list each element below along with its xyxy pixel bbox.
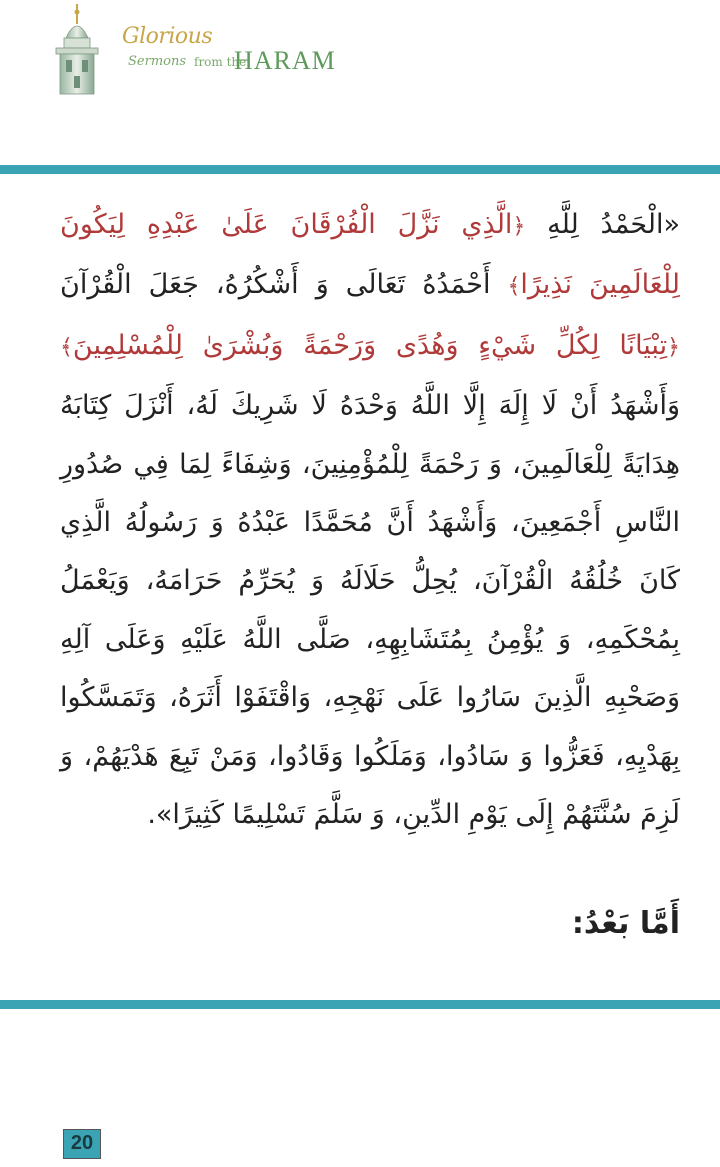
book-title-logo xyxy=(112,24,352,84)
logo-haram: HARAM xyxy=(234,46,336,75)
page-number: 20 xyxy=(63,1129,101,1159)
logo-sermons: Sermons xyxy=(128,54,187,69)
verse-bracket-icon: ﴿ xyxy=(512,214,526,239)
quran-verse: تِبْيَانًا لِكُلِّ شَيْءٍ وَهُدًى وَرَحْمَةً وَبُشْرَىٰ لِلْمُسْلِمِينَ xyxy=(72,329,668,361)
verse-bracket-icon: ﴾ xyxy=(507,274,521,300)
amma-badu-heading: أَمَّا بَعْدُ: xyxy=(571,906,680,941)
sermon-text: وَأَشْهَدُ أَنْ لَا إِلَهَ إِلَّا اللَّهُ وَحْدَهُ لَا شَرِيكَ لَهُ، أَنْزَلَ كِتَابَهُ هِدَايَةً لِلْعَالَمِينَ، وَ رَحْمَةً لِلْمُؤْمِنِينَ، وَشِفَاءً لِمَا فِي صُدُورِ النَّاسِ أَجْمَعِينَ، وَأَشْهَدُ أَنَّ مُحَمَّدًا عَبْدُهُ وَ رَسُولُهُ الَّذِي كَانَ خُلُقُهُ الْقُرْآنَ، يُحِلُّ حَلَالَهُ وَ يُحَرِّمُ حَرَامَهُ، وَيَعْمَلُ بِمُحْكَمِهِ، وَ يُؤْمِنُ بِمُتَشَابِهِهِ، صَلَّى اللَّهُ عَلَيْهِ وَعَلَى آلِهِ وَصَحْبِهِ الَّذِينَ سَارُوا عَلَى نَهْجِهِ، وَاقْتَفَوْا أَثَرَهُ، وَتَمَسَّكُوا بِهَدْيِهِ، فَعَزُّوا وَ سَادُوا، وَمَلَكُوا وَقَادُوا، وَمَنْ تَبِعَ هَدْيَهُمْ، وَ لَزِمَ سُنَّتَهُمْ إِلَى يَوْمِ الدِّينِ، وَ سَلَّمَ تَسْلِيمًا كَثِيرًا». xyxy=(60,390,680,831)
page-header xyxy=(0,0,720,110)
verse-bracket-icon: ﴿ xyxy=(667,334,680,360)
sermon-text: أَحْمَدُهُ تَعَالَى وَ أَشْكُرُهُ، جَعَلَ الْقُرْآنَ xyxy=(60,269,508,301)
sermon-text: «الْحَمْدُ لِلَّهِ xyxy=(525,209,680,240)
sermon-opening-text xyxy=(60,196,680,844)
sermon-paragraph xyxy=(60,196,680,844)
minaret-logo-icon xyxy=(44,2,110,98)
logo-glorious: Glorious xyxy=(122,24,213,49)
top-divider xyxy=(0,165,720,174)
quran-verse: الَّذِي نَزَّلَ الْفُرْقَانَ عَلَىٰ عَبْدِهِ لِيَكُونَ لِلْعَالَمِينَ نَذِيرًا xyxy=(60,209,680,301)
logo-from-the: from the xyxy=(194,55,247,69)
verse-bracket-icon: ﴾ xyxy=(60,334,73,360)
bottom-divider xyxy=(0,1000,720,1009)
